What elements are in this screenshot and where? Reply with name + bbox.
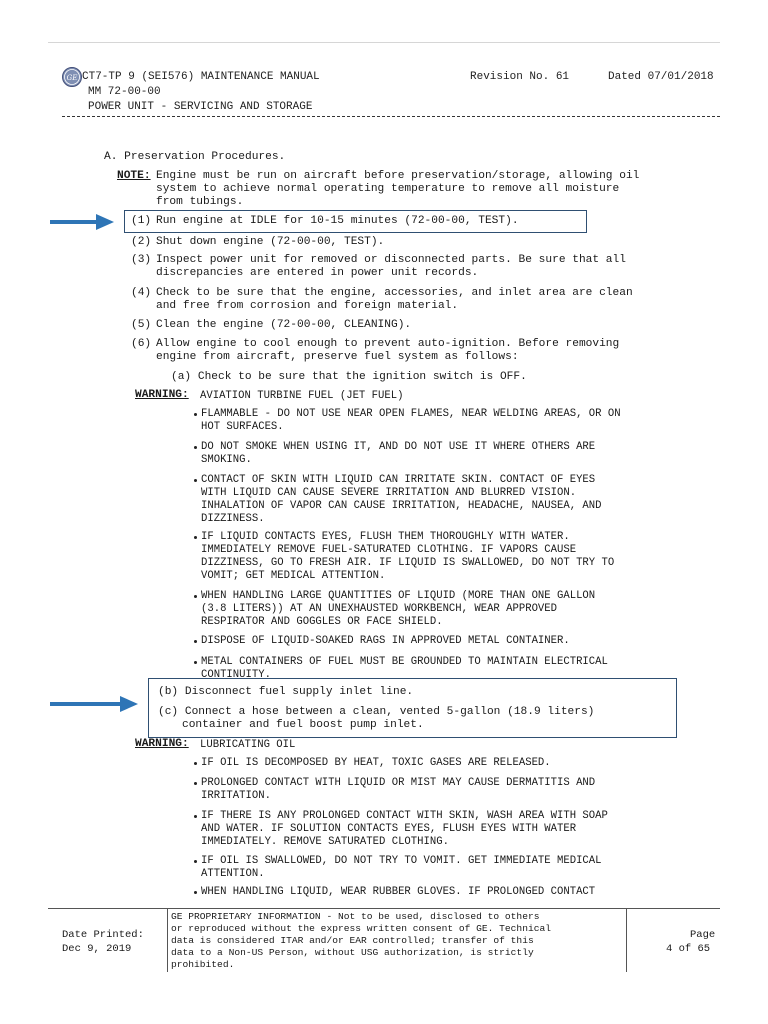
warning-bullet-line: DISPOSE OF LIQUID-SOAKED RAGS IN APPROVED METAL CONTAINER. <box>201 635 570 647</box>
bullet-dot <box>194 640 197 643</box>
bullet-dot <box>194 446 197 449</box>
proprietary-notice: data to a Non-US Person, without USG authorization, is strictly <box>171 947 534 958</box>
bullet-dot <box>194 860 197 863</box>
warning-bullet-line: IF OIL IS SWALLOWED, DO NOT TRY TO VOMIT. GET IMMEDIATE MEDICAL <box>201 855 602 867</box>
step-text: discrepancies are entered in power unit records. <box>156 267 479 279</box>
step-text: Allow engine to cool enough to prevent auto-ignition. Before removing <box>156 338 620 350</box>
warning-bullet-line: IRRITATION. <box>201 790 271 802</box>
warning-bullet-line: PROLONGED CONTACT WITH LIQUID OR MIST MAY CAUSE DERMATITIS AND <box>201 777 596 789</box>
mm-number: MM 72-00-00 <box>88 86 161 98</box>
bullet-dot <box>194 762 197 765</box>
substep-c: (c) Connect a hose between a clean, vented 5-gallon (18.9 liters) <box>158 706 595 718</box>
date-printed-label: Date Printed: <box>62 929 144 941</box>
bullet-dot <box>194 661 197 664</box>
highlight-arrow-icon <box>48 694 140 714</box>
footer-top-rule <box>48 908 720 909</box>
step-number: (5) <box>131 319 152 331</box>
warning-bullet-line: ATTENTION. <box>201 868 265 880</box>
step-text: and free from corrosion and foreign material. <box>156 300 459 312</box>
warning-bullet-line: IMMEDIATELY. REMOVE SATURATED CLOTHING. <box>201 836 449 848</box>
step-text: Shut down engine (72-00-00, TEST). <box>156 236 385 248</box>
warning-bullet-line: AND WATER. IF SOLUTION CONTACTS EYES, FLUSH EYES WITH WATER <box>201 823 577 835</box>
warning-bullet-line: VOMIT; GET MEDICAL ATTENTION. <box>201 570 386 582</box>
bullet-dot <box>194 782 197 785</box>
bullet-dot <box>194 595 197 598</box>
warning-bullet-line: IMMEDIATELY REMOVE FUEL-SATURATED CLOTHING. IF VAPORS CAUSE <box>201 544 577 556</box>
warning-bullet-line: INHALATION OF VAPOR CAN CAUSE IRRITATION, HEADACHE, NAUSEA, AND <box>201 500 602 512</box>
substep-a: (a) Check to be sure that the ignition switch is OFF. <box>171 371 527 383</box>
section-heading: A. Preservation Procedures. <box>104 151 286 163</box>
step-text: engine from aircraft, preserve fuel system as follows: <box>156 351 519 363</box>
bullet-dot <box>194 536 197 539</box>
step-text: Clean the engine (72-00-00, CLEANING). <box>156 319 412 331</box>
note-line: system to achieve normal operating temperature to remove all moisture <box>156 183 620 195</box>
substep-b: (b) Disconnect fuel supply inlet line. <box>158 686 414 698</box>
warning-bullet-line: RESPIRATOR AND GOGGLES OR FACE SHIELD. <box>201 616 443 628</box>
warning-bullet-line: CONTINUITY. <box>201 669 271 678</box>
bullet-dot <box>194 479 197 482</box>
warning-bullet-line: DIZZINESS. <box>201 513 265 525</box>
warning-bullet-line: CONTACT OF SKIN WITH LIQUID CAN IRRITATE SKIN. CONTACT OF EYES <box>201 474 596 486</box>
proprietary-notice: or reproduced without the express written consent of GE. Technical <box>171 923 551 934</box>
page-number: 4 of 65 <box>666 943 711 955</box>
step-number: (4) <box>131 287 152 299</box>
warning-bullet-line: DIZZINESS, GO TO FRESH AIR. IF LIQUID IS SWALLOWED, DO NOT TRY TO <box>201 557 615 569</box>
step-text: Run engine at IDLE for 10-15 minutes (72-00-00, TEST). <box>156 215 519 227</box>
note-line: from tubings. <box>156 196 244 208</box>
highlight-arrow-icon <box>48 212 116 232</box>
warning-title: LUBRICATING OIL <box>200 739 296 751</box>
warning-bullet-line: (3.8 LITERS)) AT AN UNEXHAUSTED WORKBENCH, WEAR APPROVED <box>201 603 558 615</box>
note-label: NOTE: <box>117 170 151 182</box>
bullet-dot <box>194 815 197 818</box>
warning-label: WARNING: <box>135 738 189 750</box>
note-line: Engine must be run on aircraft before preservation/storage, allowing oil <box>156 170 640 182</box>
warning-bullet-line: IF OIL IS DECOMPOSED BY HEAT, TOXIC GASES ARE RELEASED. <box>201 757 551 769</box>
top-rule <box>48 42 720 43</box>
warning-bullet-line: WHEN HANDLING LIQUID, WEAR RUBBER GLOVES. IF PROLONGED CONTACT <box>201 886 596 898</box>
step-text: Check to be sure that the engine, accessories, and inlet area are clean <box>156 287 633 299</box>
footer-divider-right <box>626 908 627 972</box>
warning-bullet-line: IF LIQUID CONTACTS EYES, FLUSH THEM THOROUGHLY WITH WATER. <box>201 531 570 543</box>
warning-bullet-line: WITH LIQUID CAN CAUSE SEVERE IRRITATION AND BLURRED VISION. <box>201 487 577 499</box>
warning-title: AVIATION TURBINE FUEL (JET FUEL) <box>200 390 404 402</box>
step-number: (1) <box>131 215 152 227</box>
header-divider <box>62 116 720 117</box>
ge-logo-icon <box>62 67 82 87</box>
footer-divider-left <box>167 908 168 972</box>
proprietary-notice: data is considered ITAR and/or EAR controlled; transfer of this <box>171 935 534 946</box>
manual-title: CT7-TP 9 (SEI576) MAINTENANCE MANUAL <box>82 71 320 83</box>
proprietary-notice: GE PROPRIETARY INFORMATION - Not to be used, disclosed to others <box>171 911 540 922</box>
warning-bullet-line: WHEN HANDLING LARGE QUANTITIES OF LIQUID (MORE THAN ONE GALLON <box>201 590 596 602</box>
svg-text:GE: GE <box>66 74 78 82</box>
step-number: (2) <box>131 236 152 248</box>
proprietary-notice: prohibited. <box>171 959 235 970</box>
section-title: POWER UNIT - SERVICING AND STORAGE <box>88 101 313 113</box>
page-label: Page <box>690 929 716 941</box>
warning-bullet-line: DO NOT SMOKE WHEN USING IT, AND DO NOT USE IT WHERE OTHERS ARE <box>201 441 596 453</box>
warning-label: WARNING: <box>135 389 189 401</box>
warning-bullet-line: FLAMMABLE - DO NOT USE NEAR OPEN FLAMES, NEAR WELDING AREAS, OR ON <box>201 408 621 420</box>
revision-number: Revision No. 61 <box>470 71 570 83</box>
substep-c: container and fuel boost pump inlet. <box>182 719 424 731</box>
warning-bullet-line: METAL CONTAINERS OF FUEL MUST BE GROUNDED TO MAINTAIN ELECTRICAL <box>201 656 608 668</box>
bullet-dot <box>194 891 197 894</box>
warning-bullet-line: HOT SURFACES. <box>201 421 284 433</box>
warning-bullet-line: SMOKING. <box>201 454 252 466</box>
bullet-dot <box>194 413 197 416</box>
step-number: (3) <box>131 254 152 266</box>
revision-date: Dated 07/01/2018 <box>608 71 714 83</box>
date-printed-value: Dec 9, 2019 <box>62 943 132 955</box>
warning-bullet-line: IF THERE IS ANY PROLONGED CONTACT WITH SKIN, WASH AREA WITH SOAP <box>201 810 608 822</box>
step-text: Inspect power unit for removed or disconnected parts. Be sure that all <box>156 254 626 266</box>
step-number: (6) <box>131 338 152 350</box>
